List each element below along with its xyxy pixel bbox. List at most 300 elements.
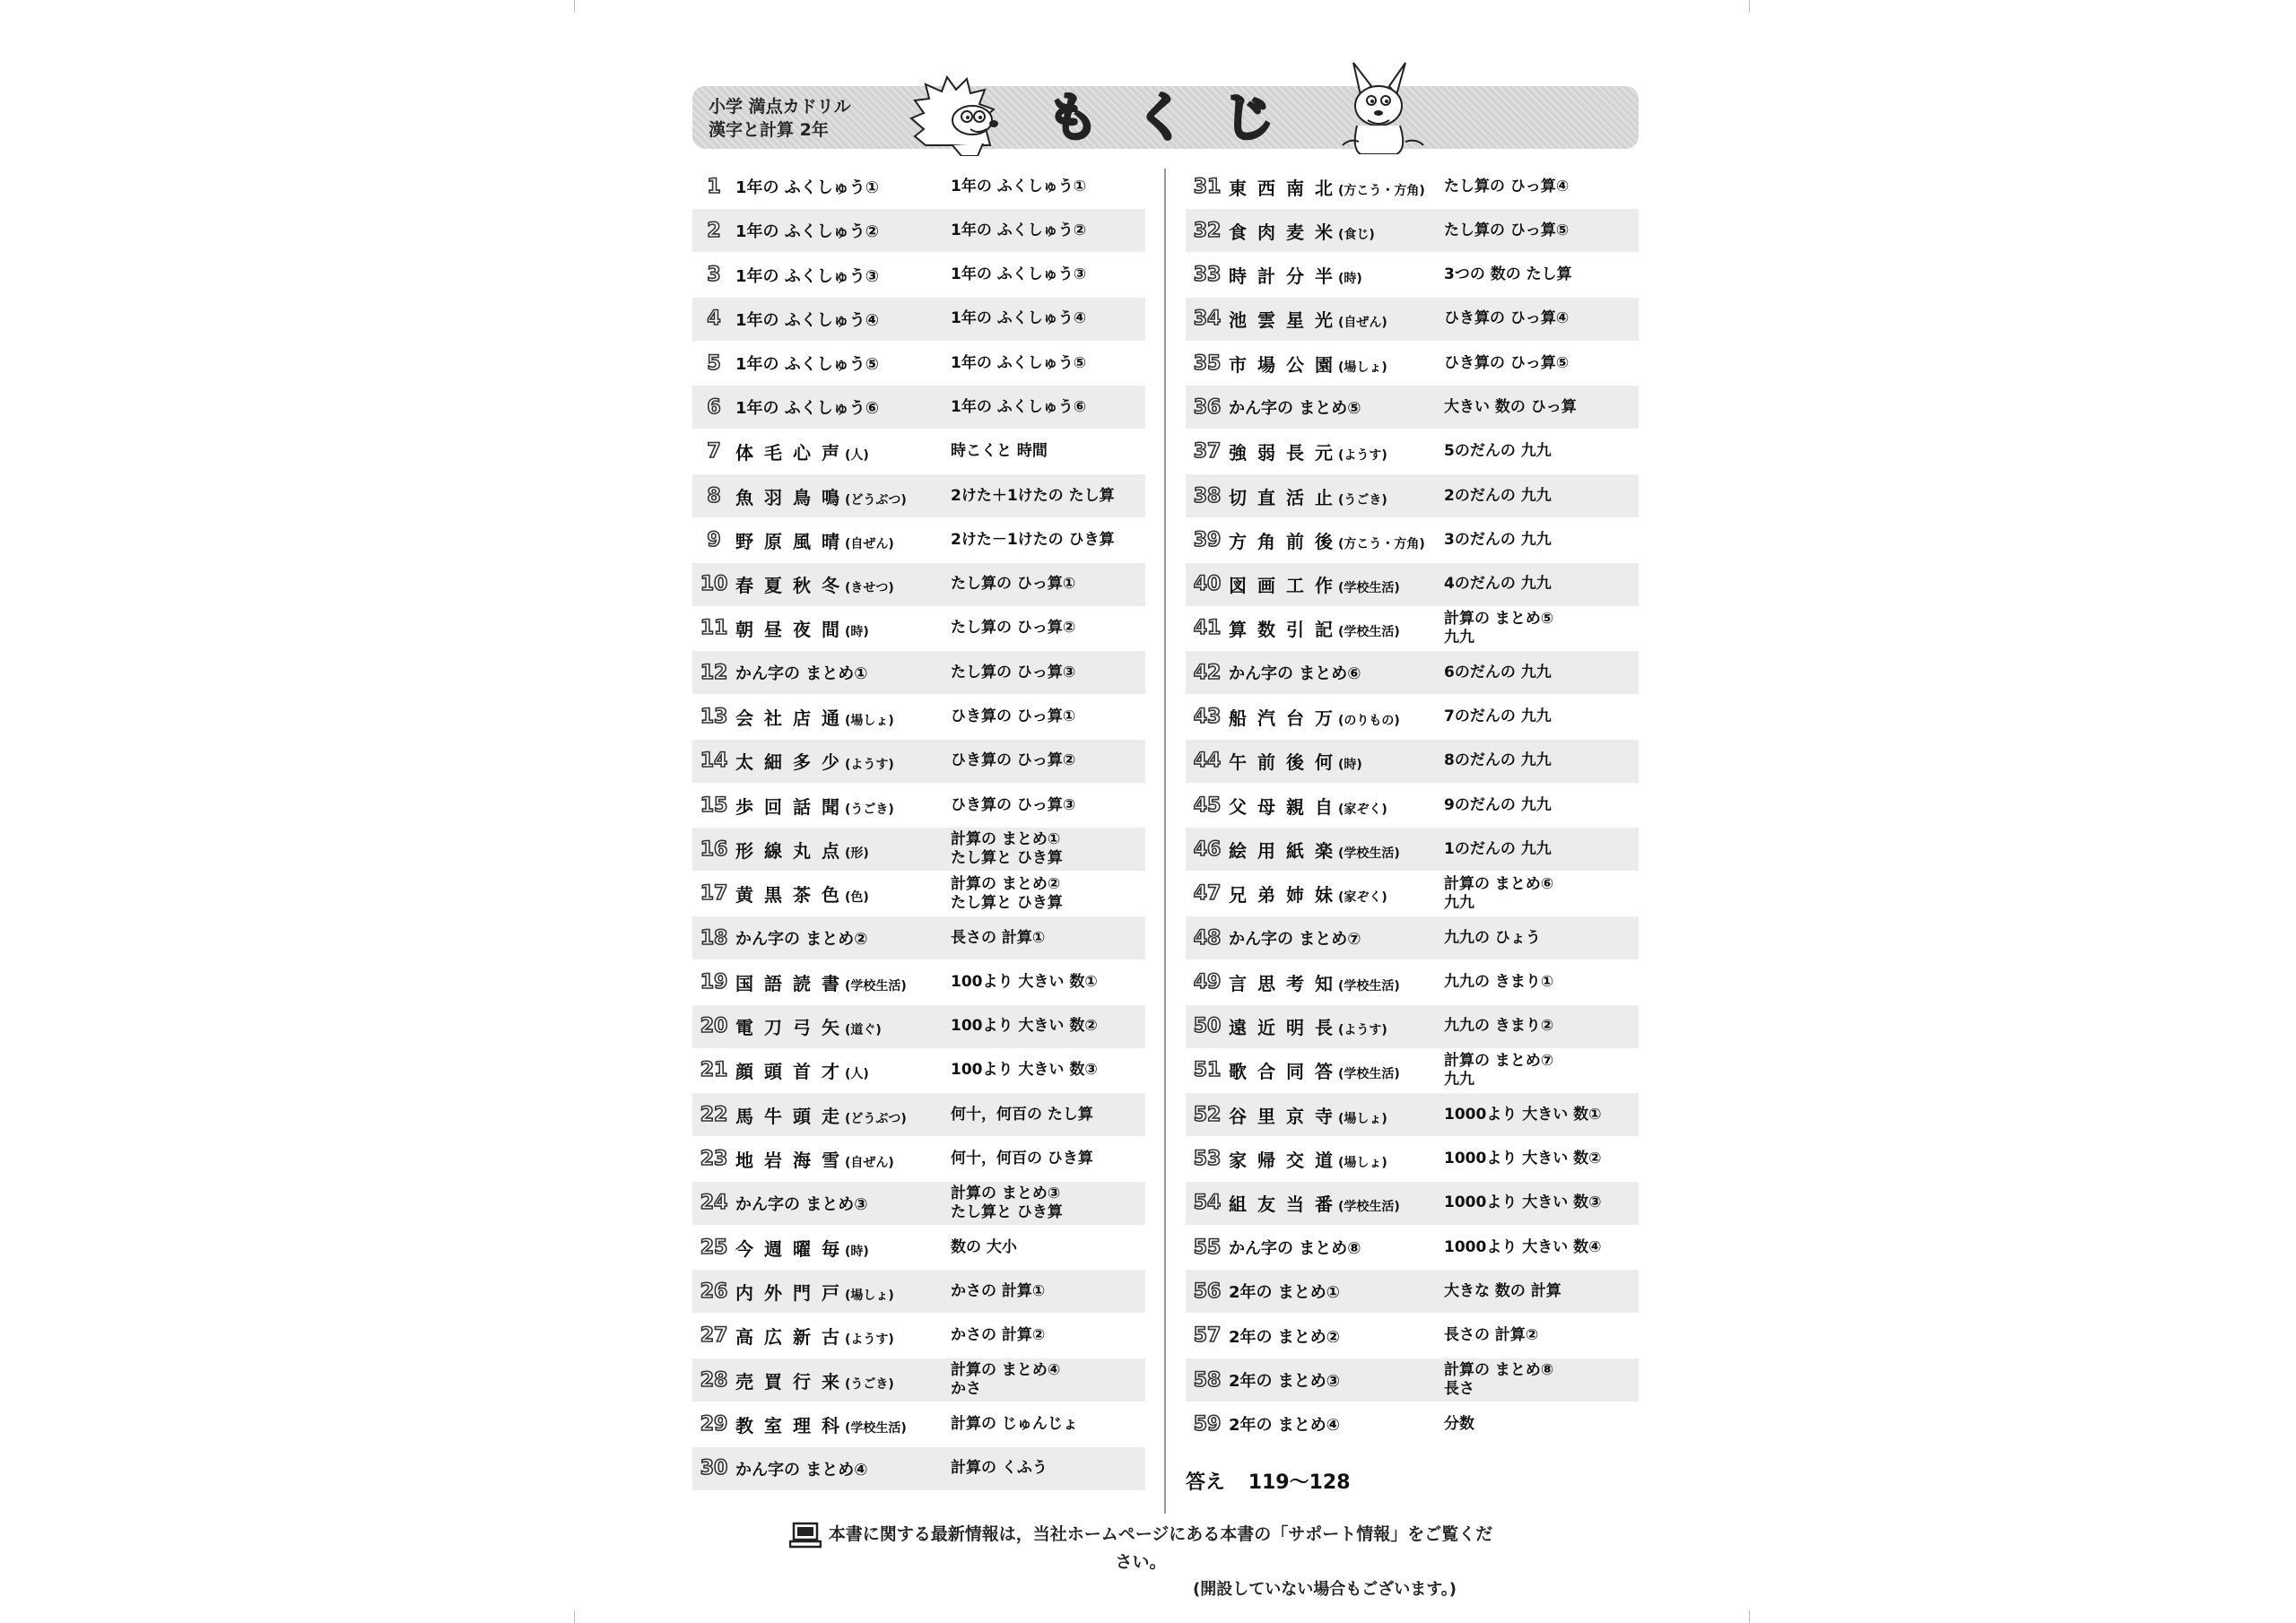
kanji-lesson (735, 1057, 951, 1083)
kanji-lesson (735, 1102, 951, 1128)
answers-range: 119～128 (1248, 1471, 1351, 1494)
kanji-category: (時) (845, 1244, 869, 1259)
calc-lesson-title: ひき算の ひっ算⑤ (1444, 353, 1570, 372)
lesson-number: 14 (700, 750, 728, 773)
book-title (709, 95, 851, 142)
kanji-lesson (1229, 395, 1444, 419)
calc-lesson-title: 1年の ふくしゅう⑤ (951, 353, 1087, 372)
kanji-lesson-title: 2年の まとめ③ (1229, 1372, 1341, 1392)
calc-lesson (951, 973, 1145, 992)
calc-lesson (1444, 398, 1639, 417)
calc-lesson-title: ひき算の ひっ算② (951, 751, 1076, 770)
book-title-line2: 漢字と計算 2年 (709, 120, 829, 140)
kanji-lesson-title: 高広新古 (735, 1326, 850, 1349)
lesson-number: 4 (707, 308, 721, 331)
calc-lesson-title: 1年の ふくしゅう⑥ (951, 397, 1087, 416)
kanji-lesson-title: 2年の まとめ④ (1229, 1416, 1341, 1436)
kanji-lesson (1229, 661, 1444, 684)
kanji-category: (どうぶつ) (845, 492, 907, 508)
calc-lesson-title: 1年の ふくしゅう④ (951, 309, 1087, 328)
lesson-number: 12 (700, 661, 728, 684)
lesson-number: 8 (707, 484, 721, 508)
kanji-lesson-title: 春夏秋冬 (735, 575, 850, 597)
calc-lesson-subtitle: 九九 (1444, 893, 1474, 912)
toc-row (1186, 298, 1639, 341)
kanji-lesson-title: 歩回話聞 (735, 795, 850, 818)
lesson-number: 59 (1193, 1412, 1222, 1436)
calc-lesson-title: 1000より 大きい 数① (1444, 1105, 1602, 1124)
toc-row (692, 1402, 1145, 1445)
kanji-category: (場しょ) (1338, 1111, 1387, 1126)
lesson-number: 36 (1193, 395, 1222, 419)
toc-row (1186, 784, 1639, 827)
toc-row (1186, 209, 1639, 252)
kanji-lesson (735, 1235, 951, 1261)
toc-row (1186, 342, 1639, 385)
toc-row (1186, 1182, 1639, 1225)
kanji-category: (色) (845, 890, 869, 906)
kanji-lesson-title: 歌合同答 (1229, 1061, 1344, 1083)
kanji-lesson-title: 絵用紙楽 (1229, 839, 1344, 862)
calc-lesson-title: 計算の まとめ② (951, 874, 1061, 893)
calc-lesson (1444, 1193, 1639, 1212)
kanji-category: (学校生活) (1338, 978, 1400, 994)
calc-lesson-title: 計算の まとめ① (951, 830, 1061, 849)
lesson-number: 5 (707, 352, 721, 375)
calc-lesson-title: 2けた－1けたの ひき算 (951, 530, 1115, 549)
kanji-category: (ようす) (1338, 1023, 1387, 1038)
computer-icon (789, 1522, 822, 1549)
lesson-number: 52 (1193, 1103, 1222, 1126)
kanji-lesson (735, 1323, 951, 1349)
calc-lesson-title: 6のだんの 九九 (1444, 663, 1552, 681)
kanji-lesson-title: 時計分半 (1229, 265, 1344, 288)
lesson-number: 26 (700, 1280, 728, 1303)
calc-lesson-title: 1年の ふくしゅう③ (951, 265, 1087, 284)
lesson-number: 19 (700, 970, 728, 994)
kanji-lesson (1229, 1146, 1444, 1172)
calc-lesson (1444, 796, 1639, 815)
kanji-lesson-title: 算数引記 (1229, 619, 1344, 641)
kanji-lesson (1229, 1412, 1444, 1436)
kanji-category: (学校生活) (845, 978, 907, 994)
lesson-number: 23 (700, 1148, 728, 1171)
lesson-number: 32 (1193, 219, 1222, 242)
calc-lesson (1444, 664, 1639, 682)
calc-lesson-title: たし算の ひっ算④ (1444, 177, 1570, 195)
kanji-lesson (735, 438, 951, 464)
kanji-lesson (735, 219, 951, 242)
calc-lesson-title: 7のだんの 九九 (1444, 707, 1552, 726)
calc-lesson (951, 1061, 1145, 1080)
calc-lesson-title: 5のだんの 九九 (1444, 442, 1552, 461)
lesson-number: 24 (700, 1192, 728, 1215)
kanji-category: (場しょ) (1338, 360, 1387, 375)
toc-row (1186, 872, 1639, 916)
kanji-lesson (735, 748, 951, 774)
calc-lesson (951, 398, 1145, 417)
calc-lesson-title: 何十，何百の ひき算 (951, 1150, 1093, 1168)
kanji-lesson (735, 1457, 951, 1480)
calc-lesson (1444, 707, 1639, 726)
toc-row (692, 298, 1145, 341)
toc-row (1186, 1315, 1639, 1358)
kanji-lesson (735, 483, 951, 509)
answers-pages (1186, 1467, 1351, 1495)
lesson-number: 48 (1193, 926, 1222, 950)
kanji-lesson (1229, 748, 1444, 774)
kanji-lesson (1229, 1190, 1444, 1216)
kanji-category: (学校生活) (845, 1420, 907, 1436)
trim-mark (1749, 0, 1750, 13)
calc-lesson (1444, 973, 1639, 992)
kanji-category: (ようす) (845, 758, 894, 773)
kanji-lesson (1229, 881, 1444, 907)
calc-lesson-title: ひき算の ひっ算① (951, 707, 1076, 726)
lesson-number: 54 (1193, 1192, 1222, 1215)
calc-lesson (951, 1459, 1145, 1478)
kanji-lesson (1229, 1324, 1444, 1348)
calc-lesson-title: 長さの 計算① (951, 928, 1046, 947)
support-notice-text: 本書に関する最新情報は，当社ホームページにある本書の「サポート情報」をご覧ください。 (828, 1524, 1493, 1572)
lesson-number: 55 (1193, 1236, 1222, 1259)
kanji-lesson-title: かん字の まとめ⑧ (1229, 1239, 1361, 1259)
kanji-lesson (1229, 1368, 1444, 1392)
calc-lesson-title: 九九の ひょう (1444, 928, 1541, 947)
toc-row (692, 1358, 1145, 1402)
kanji-lesson-title: 電刀弓矢 (735, 1017, 850, 1039)
kanji-category: (学校生活) (1338, 1200, 1400, 1215)
toc-row (692, 696, 1145, 739)
calc-lesson-title: 計算の まとめ③ (951, 1184, 1061, 1202)
toc-row (692, 828, 1145, 871)
kanji-lesson-title: 兄弟姉妹 (1229, 884, 1344, 907)
kanji-lesson (1229, 174, 1444, 200)
kanji-lesson-title: 1年の ふくしゅう⑤ (735, 355, 880, 375)
kanji-category: (形) (845, 846, 869, 861)
calc-lesson (1444, 221, 1639, 240)
kanji-lesson-title: 今週曜毎 (735, 1237, 850, 1260)
kanji-lesson (1229, 527, 1444, 553)
kanji-lesson (1229, 1057, 1444, 1083)
kanji-lesson-title: かん字の まとめ⑤ (1229, 399, 1361, 419)
calc-lesson (1444, 1052, 1639, 1089)
kanji-lesson-title: 言思考知 (1229, 972, 1344, 994)
lesson-number: 27 (700, 1324, 728, 1348)
kanji-lesson (735, 571, 951, 597)
calc-lesson-subtitle: かさ (951, 1380, 981, 1399)
kanji-lesson (1229, 969, 1444, 995)
lesson-number: 7 (707, 440, 721, 464)
kanji-lesson (1229, 704, 1444, 730)
calc-lesson-title: 100より 大きい 数① (951, 972, 1098, 991)
calc-lesson-title: 1のだんの 九九 (1444, 839, 1552, 858)
trim-mark (1749, 1610, 1750, 1623)
kanji-lesson-title: 1年の ふくしゅう④ (735, 310, 880, 330)
kanji-lesson-title: 図画工作 (1229, 575, 1344, 597)
lesson-number: 56 (1193, 1280, 1222, 1303)
toc-row (1186, 1005, 1639, 1048)
kanji-lesson-title: 午前後何 (1229, 751, 1344, 774)
calc-lesson-subtitle: 長さ (1444, 1380, 1474, 1399)
calc-lesson (951, 1150, 1145, 1168)
toc-row (1186, 1358, 1639, 1402)
calc-lesson (1444, 1238, 1639, 1257)
calc-lesson-title: 100より 大きい 数② (951, 1017, 1098, 1036)
kanji-lesson-title: 体毛心声 (735, 442, 850, 464)
calc-lesson (1444, 1282, 1639, 1301)
trim-mark (574, 0, 575, 13)
kanji-lesson-title: 1年の ふくしゅう① (735, 178, 880, 197)
lesson-number: 1 (707, 175, 721, 198)
kanji-lesson-title: 黄黒茶色 (735, 884, 850, 907)
kanji-lesson-title: 魚羽鳥鳴 (735, 486, 850, 508)
kanji-category: (時) (845, 625, 869, 640)
kanji-category: (ようす) (845, 1332, 894, 1348)
toc-row (692, 1005, 1145, 1048)
kanji-category: (うごき) (1338, 492, 1387, 508)
kangaroo-mascot-icon (1334, 59, 1432, 154)
toc-row (692, 916, 1145, 959)
toc-row (1186, 518, 1639, 561)
calc-lesson-title: 1000より 大きい 数④ (1444, 1237, 1602, 1256)
support-notice (782, 1521, 1500, 1600)
kanji-lesson (735, 704, 951, 730)
kanji-lesson-title: 方角前後 (1229, 530, 1344, 552)
toc-page (692, 86, 1639, 1599)
lesson-number: 40 (1193, 573, 1222, 596)
calc-lesson-subtitle: たし算と ひき算 (951, 849, 1063, 868)
calc-lesson (951, 354, 1145, 373)
header-banner (692, 86, 1639, 149)
calc-lesson (1444, 354, 1639, 373)
lesson-number: 51 (1193, 1059, 1222, 1082)
calc-lesson (951, 796, 1145, 815)
kanji-lesson (1229, 837, 1444, 863)
calc-lesson (951, 707, 1145, 726)
calc-lesson (1444, 1106, 1639, 1124)
toc-row (1186, 165, 1639, 208)
kanji-lesson (1229, 1280, 1444, 1303)
kanji-category: (うごき) (845, 1376, 894, 1392)
lesson-number: 41 (1193, 617, 1222, 640)
calc-lesson (1444, 875, 1639, 913)
kanji-lesson (735, 1411, 951, 1437)
toc-row (1186, 651, 1639, 694)
calc-lesson (951, 442, 1145, 461)
kanji-lesson-title: 内外門戸 (735, 1281, 850, 1304)
toc-row (692, 563, 1145, 606)
kanji-lesson-title: かん字の まとめ⑥ (1229, 664, 1361, 684)
calc-lesson-title: たし算の ひっ算② (951, 619, 1076, 638)
kanji-lesson (735, 527, 951, 553)
lesson-number: 49 (1193, 970, 1222, 994)
kanji-lesson (1229, 218, 1444, 244)
lesson-number: 35 (1193, 352, 1222, 375)
kanji-lesson-title: 池雲星光 (1229, 309, 1344, 332)
toc-right-column (1186, 165, 1639, 1447)
kanji-lesson-title: 2年の まとめ② (1229, 1327, 1341, 1347)
kanji-category: (ようす) (1338, 448, 1387, 464)
calc-lesson-title: たし算の ひっ算⑤ (1444, 221, 1570, 239)
lesson-number: 30 (700, 1457, 728, 1480)
trim-mark (574, 1610, 575, 1623)
kanji-lesson-title: 地岩海雪 (735, 1150, 850, 1172)
kanji-category: (学校生活) (1338, 625, 1400, 640)
kanji-lesson (735, 881, 951, 907)
kanji-lesson (735, 793, 951, 819)
lesson-number: 11 (700, 617, 728, 640)
toc-row (1186, 254, 1639, 297)
calc-lesson (951, 751, 1145, 770)
calc-lesson-title: 大きな 数の 計算 (1444, 1281, 1561, 1300)
calc-lesson (951, 1361, 1145, 1399)
kanji-category: (方こう・方角) (1338, 536, 1425, 551)
kanji-lesson-title: 組友当番 (1229, 1193, 1344, 1216)
calc-lesson (951, 1282, 1145, 1301)
kanji-category: (人) (845, 1067, 869, 1082)
kanji-lesson-title: 太細多少 (735, 751, 850, 774)
toc-row (692, 607, 1145, 650)
calc-lesson-title: 9のだんの 九九 (1444, 795, 1552, 814)
calc-lesson-title: 時こくと 時間 (951, 442, 1048, 461)
calc-lesson (951, 1238, 1145, 1257)
kanji-lesson-title: 馬牛頭走 (735, 1105, 850, 1127)
toc-row (692, 165, 1145, 208)
toc-row (692, 1447, 1145, 1490)
toc-row (1186, 607, 1639, 650)
kanji-category: (自ぜん) (845, 536, 894, 551)
kanji-lesson-title: かん字の まとめ② (735, 930, 868, 950)
calc-lesson-title: 計算の まとめ⑦ (1444, 1051, 1554, 1070)
toc-row (1186, 1049, 1639, 1092)
lesson-number: 21 (700, 1059, 728, 1082)
kanji-lesson-title: かん字の まとめ③ (735, 1194, 868, 1214)
calc-lesson-title: 1年の ふくしゅう① (951, 177, 1087, 195)
kanji-category: (場しょ) (1338, 1156, 1387, 1171)
calc-lesson (1444, 1326, 1639, 1345)
toc-row (692, 1093, 1145, 1136)
support-notice-line2: (開設していない場合もございます。) (1192, 1579, 1457, 1599)
lesson-number: 46 (1193, 838, 1222, 861)
lesson-number: 34 (1193, 308, 1222, 331)
calc-lesson (1444, 1150, 1639, 1168)
kanji-lesson-title: 谷里京寺 (1229, 1105, 1344, 1127)
calc-lesson-subtitle: たし算と ひき算 (951, 1202, 1063, 1221)
kanji-lesson (1229, 306, 1444, 332)
toc-row (692, 1182, 1145, 1225)
column-divider (1164, 169, 1166, 1514)
toc-row (692, 651, 1145, 694)
kanji-category: (人) (845, 448, 869, 464)
calc-lesson (951, 619, 1145, 638)
toc-row (692, 430, 1145, 473)
toc-row (1186, 960, 1639, 1003)
toc-row (1186, 828, 1639, 871)
calc-lesson-title: 1年の ふくしゅう② (951, 221, 1087, 239)
calc-lesson-title: 九九の きまり② (1444, 1017, 1554, 1036)
toc-row (692, 1138, 1145, 1181)
lesson-number: 22 (700, 1103, 728, 1126)
toc-row (692, 209, 1145, 252)
calc-lesson-title: 分数 (1444, 1414, 1474, 1433)
calc-lesson (951, 1106, 1145, 1124)
kanji-category: (場しょ) (845, 1288, 894, 1303)
toc-row (1186, 1270, 1639, 1313)
kanji-lesson (1229, 615, 1444, 641)
calc-lesson-title: 3のだんの 九九 (1444, 530, 1552, 549)
kanji-lesson (735, 1146, 951, 1172)
calc-lesson-subtitle: 九九 (1444, 1070, 1474, 1089)
kanji-lesson (735, 926, 951, 950)
kanji-lesson (735, 175, 951, 198)
lesson-number: 39 (1193, 528, 1222, 551)
lesson-number: 18 (700, 926, 728, 950)
calc-lesson-title: 大きい 数の ひっ算 (1444, 397, 1577, 416)
kanji-lesson-title: 形線丸点 (735, 839, 850, 862)
toc-row (1186, 563, 1639, 606)
kanji-category: (どうぶつ) (845, 1111, 907, 1126)
calc-lesson-title: 100より 大きい 数③ (951, 1061, 1098, 1080)
toc-row (692, 1315, 1145, 1358)
toc-row (692, 1226, 1145, 1269)
toc-row (1186, 474, 1639, 517)
lesson-number: 38 (1193, 484, 1222, 508)
calc-lesson (1444, 575, 1639, 594)
kanji-lesson-title: 父母親自 (1229, 795, 1344, 818)
calc-lesson (951, 664, 1145, 682)
lesson-number: 43 (1193, 706, 1222, 729)
lesson-number: 42 (1193, 661, 1222, 684)
calc-lesson-title: ひき算の ひっ算④ (1444, 309, 1570, 328)
calc-lesson (1444, 309, 1639, 328)
kanji-category: (自ぜん) (1338, 316, 1387, 331)
calc-lesson-title: 数の 大小 (951, 1237, 1017, 1256)
calc-lesson (1444, 178, 1639, 196)
kanji-lesson-title: 船汽台万 (1229, 707, 1344, 730)
kanji-category: (時) (1338, 272, 1362, 287)
kanji-lesson-title: 朝昼夜間 (735, 619, 850, 641)
kanji-lesson (735, 1367, 951, 1393)
calc-lesson-title: 8のだんの 九九 (1444, 751, 1552, 770)
lesson-number: 17 (700, 882, 728, 906)
calc-lesson-title: 2けた＋1けたの たし算 (951, 486, 1115, 505)
calc-lesson (1444, 531, 1639, 550)
lesson-number: 15 (700, 794, 728, 817)
toc-row (692, 740, 1145, 783)
kanji-category: (食じ) (1338, 227, 1375, 242)
calc-lesson-title: 計算の くふう (951, 1459, 1048, 1478)
calc-lesson (951, 1415, 1145, 1434)
toc-row (1186, 1138, 1639, 1181)
kanji-lesson (735, 1279, 951, 1305)
calc-lesson-title: 4のだんの 九九 (1444, 575, 1552, 594)
book-title-line1: 小学 満点カドリル (709, 97, 851, 117)
kanji-lesson-title: 遠近明長 (1229, 1017, 1344, 1039)
lesson-number: 50 (1193, 1015, 1222, 1038)
lesson-number: 9 (707, 528, 721, 551)
calc-lesson (951, 929, 1145, 948)
kanji-lesson-title: 家帰交道 (1229, 1150, 1344, 1172)
calc-lesson (1444, 1361, 1639, 1399)
lesson-number: 16 (700, 838, 728, 861)
kanji-category: (きせつ) (845, 581, 894, 596)
calc-lesson (1444, 442, 1639, 461)
calc-lesson (951, 178, 1145, 196)
calc-lesson (1444, 265, 1639, 284)
lesson-number: 47 (1193, 882, 1222, 906)
kanji-lesson (1229, 926, 1444, 950)
